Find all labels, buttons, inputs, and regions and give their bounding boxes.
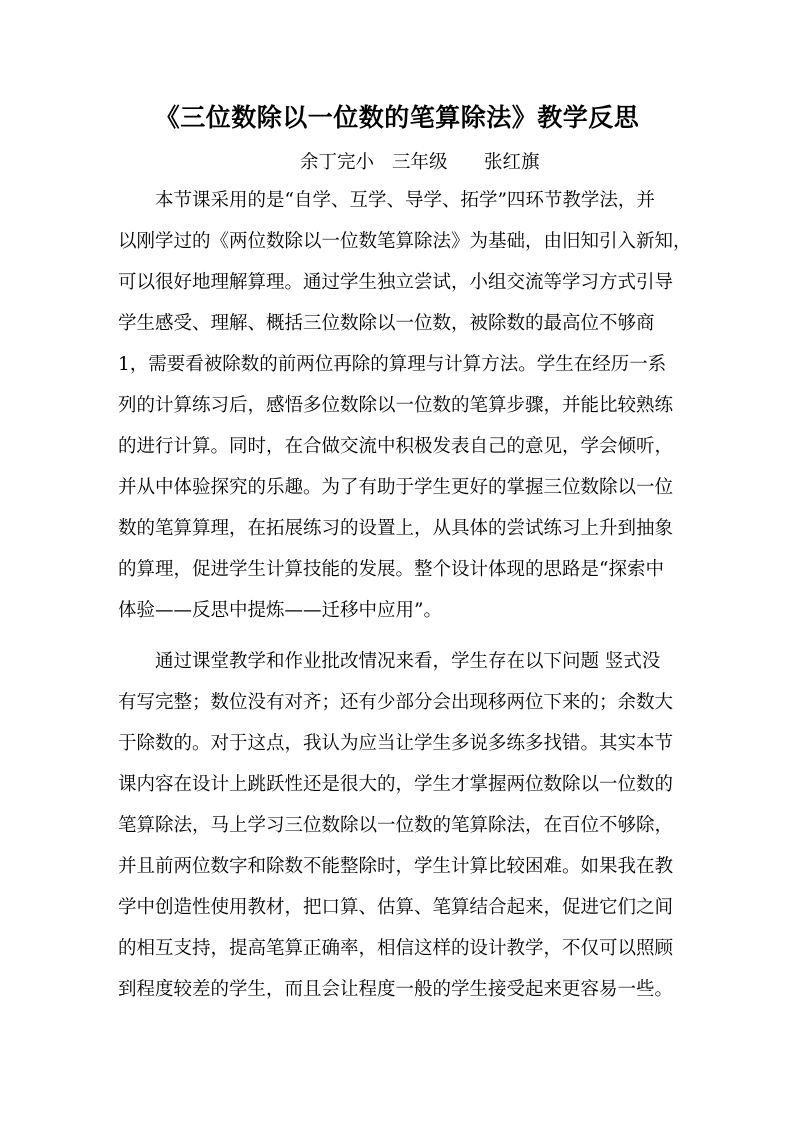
body-line: 可以很好地理解算理。通过学生独立尝试，小组交流等学习方式引导 xyxy=(118,272,674,293)
body-line: 通过课堂教学和作业批改情况来看，学生存在以下问题 竖式没 xyxy=(118,651,661,672)
body-line: 到程度较差的学生，而且会让程度一般的学生接受起来更容易一些。 xyxy=(118,979,674,1000)
grade-label: 三年级 xyxy=(392,152,448,173)
body-line: 的相互支持，提高笔算正确率，相信这样的设计教学，不仅可以照顾 xyxy=(118,938,674,959)
body-line: 并且前两位数字和除数不能整除时，学生计算比较困难。如果我在教 xyxy=(118,856,674,877)
body-line: 1，需要看被除数的前两位再除的算理与计算方法。学生在经历一系 xyxy=(118,354,667,375)
body-line: 本节课采用的是“自学、互学、导学、拓学”四环节教学法，并 xyxy=(118,190,655,211)
body-line: 学生感受、理解、概括三位数除以一位数，被除数的最高位不够商 xyxy=(118,313,655,334)
body-line: 笔算除法，马上学习三位数除以一位数的笔算除法，在百位不够除， xyxy=(118,815,674,836)
school-name: 余丁完小 xyxy=(300,152,375,173)
body-line: 课内容在设计上跳跃性还是很大的，学生才掌握两位数除以一位数的 xyxy=(118,774,674,795)
body-line: 学中创造性使用教材，把口算、估算、笔算结合起来，促进它们之间 xyxy=(118,897,674,918)
author-info xyxy=(300,148,540,174)
body-line: 有写完整；数位没有对齐；还有少部分会出现移两位下来的；余数大 xyxy=(118,692,674,713)
body-line: 列的计算练习后，感悟多位数除以一位数的笔算步骤，并能比较熟练 xyxy=(118,395,674,416)
author-name: 张红旗 xyxy=(484,152,540,173)
body-line: 体验——反思中提炼——迁移中应用”。 xyxy=(118,600,442,621)
body-line: 的进行计算。同时，在合做交流中积极发表自己的意见，学会倾听， xyxy=(118,436,674,457)
body-line: 以刚学过的《两位数除以一位数笔算除法》为基础，由旧知引入新知， xyxy=(118,231,692,252)
body-line: 于除数的。对于这点，我认为应当让学生多说多练多找错。其实本节 xyxy=(118,733,674,754)
document-title: 《三位数除以一位数的笔算除法》教学反思 xyxy=(154,103,640,132)
body-line: 数的笔算算理，在拓展练习的设置上，从具体的尝试练习上升到抽象 xyxy=(118,518,674,539)
body-line: 的算理，促进学生计算技能的发展。整个设计体现的思路是“探索中 xyxy=(118,559,664,580)
body-line: 并从中体验探究的乐趣。为了有助于学生更好的掌握三位数除以一位 xyxy=(118,477,674,498)
